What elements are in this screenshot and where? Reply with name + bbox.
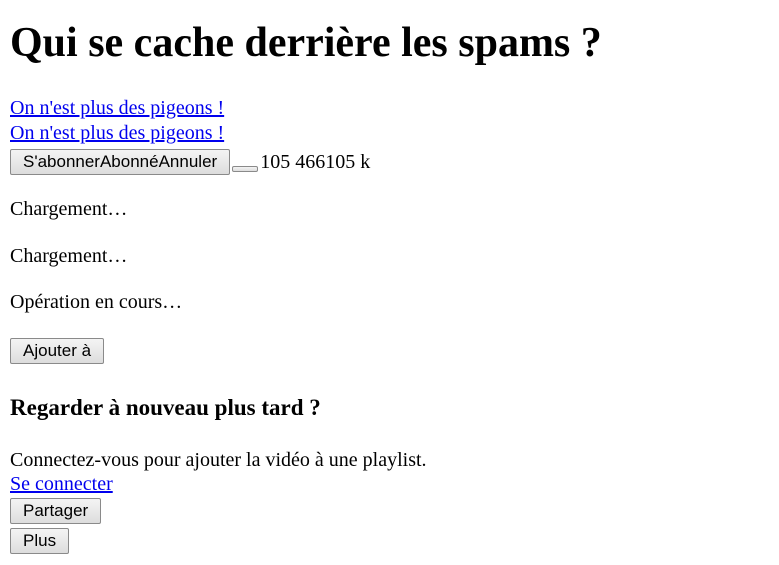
channel-link[interactable]: On n'est plus des pigeons !	[10, 97, 225, 119]
subscribe-button[interactable]: S'abonnerAbonnéAnnuler	[10, 149, 230, 175]
subscribe-options-button[interactable]	[232, 166, 258, 172]
page-title: Qui se cache derrière les spams ?	[10, 20, 602, 66]
operation-status: Opération en cours…	[10, 291, 183, 313]
add-to-button[interactable]: Ajouter à	[10, 338, 104, 364]
watch-later-heading: Regarder à nouveau plus tard ?	[10, 395, 321, 420]
channel-link-secondary[interactable]: On n'est plus des pigeons !	[10, 122, 225, 144]
playlist-prompt: Connectez-vous pour ajouter la vidéo à une playlist.	[10, 449, 427, 471]
subscriber-count: 105 466105 k	[260, 150, 371, 173]
share-row	[10, 498, 101, 524]
loading-status: Chargement…	[10, 198, 128, 220]
add-to-row	[10, 338, 104, 364]
loading-status-secondary: Chargement…	[10, 245, 128, 267]
more-row	[10, 528, 69, 554]
subscribe-row	[10, 148, 370, 176]
sign-in-link[interactable]: Se connecter	[10, 473, 113, 495]
share-button[interactable]: Partager	[10, 498, 101, 524]
more-button[interactable]: Plus	[10, 528, 69, 554]
